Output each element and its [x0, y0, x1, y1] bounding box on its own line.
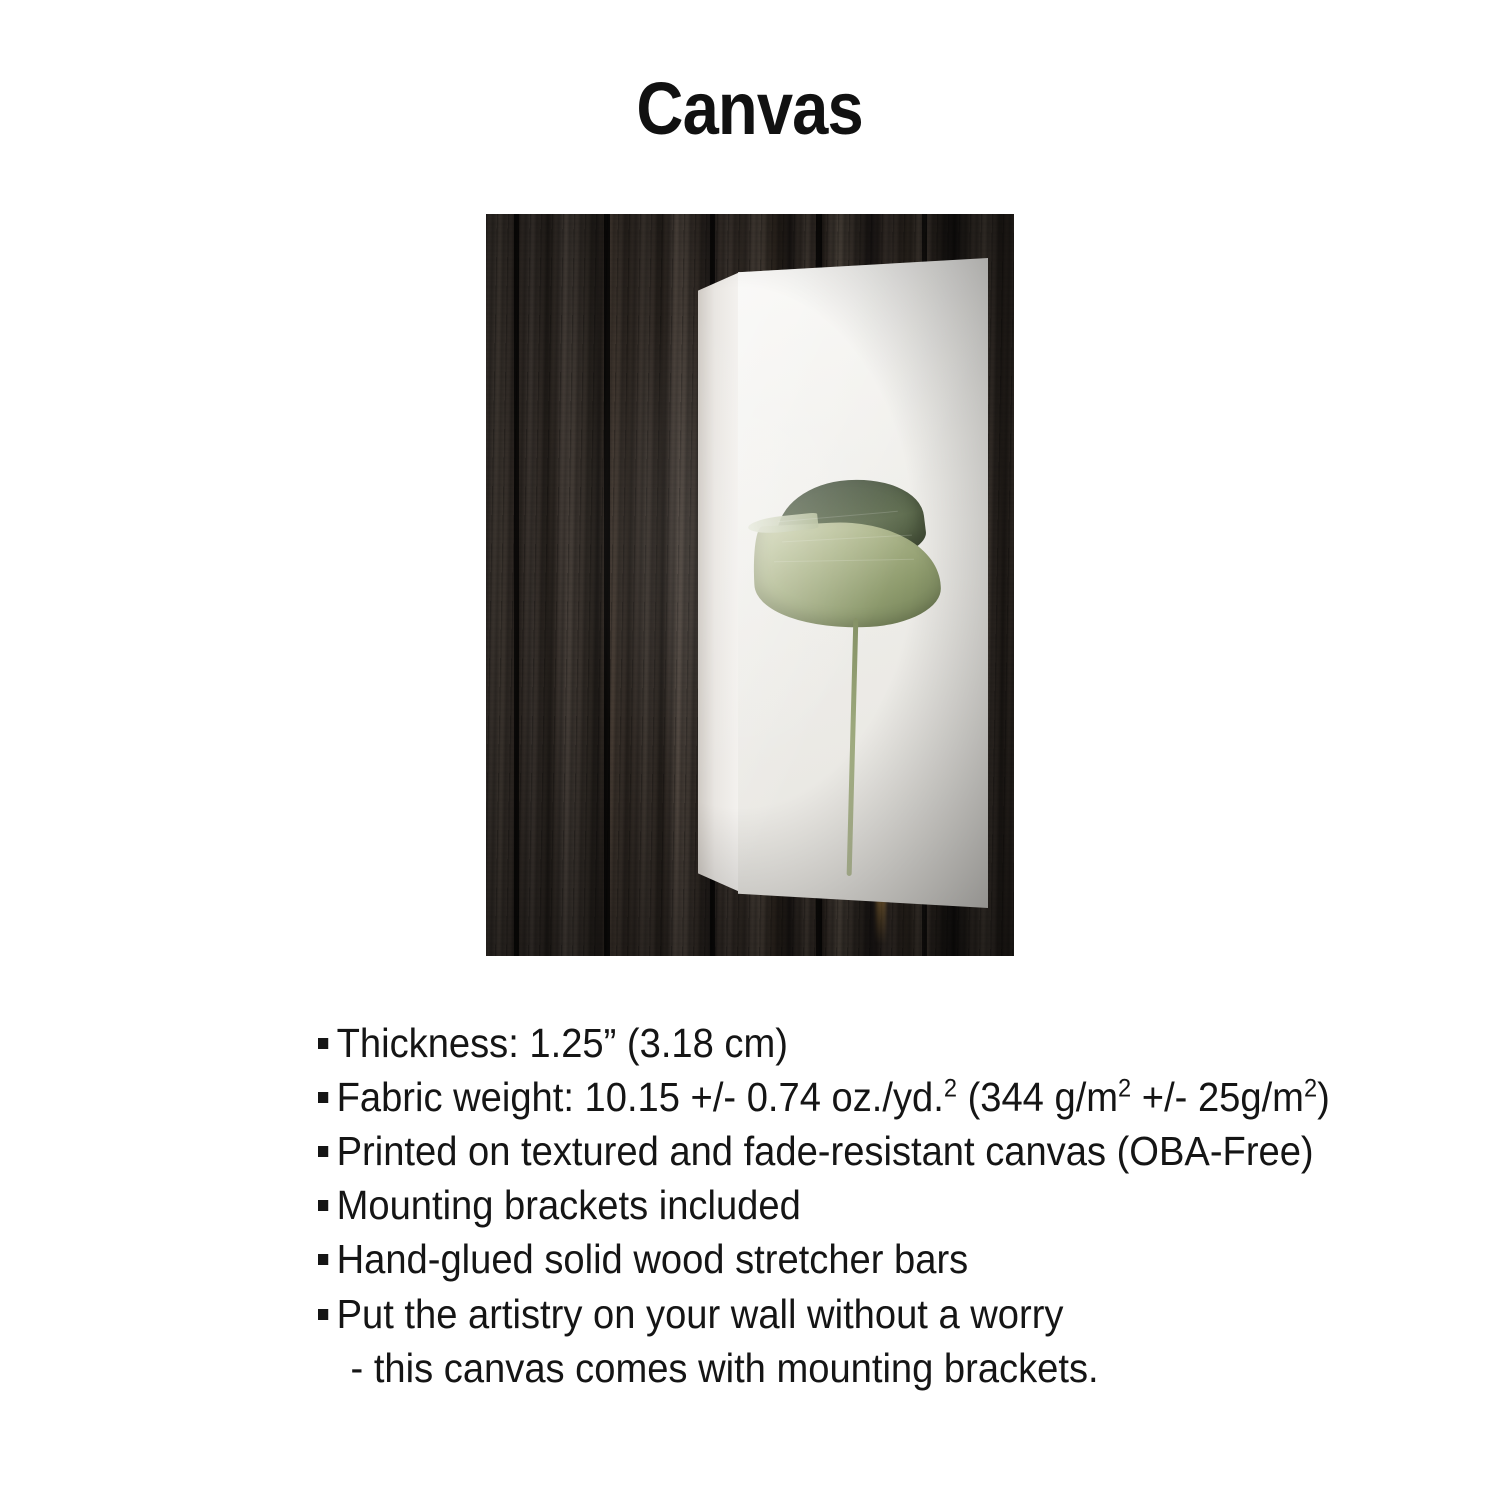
- bullet-icon: [318, 1146, 328, 1157]
- spec-text: Fabric weight: 10.15 +/- 0.74 oz./yd.$^2$ (344 $g/m^2$ +/- $25g/m^2$): [336, 1074, 1330, 1121]
- list-item: [318, 1016, 1417, 1070]
- list-item: [318, 1287, 1417, 1341]
- bullet-icon: [318, 1254, 328, 1265]
- spec-text: Mounting brackets included: [336, 1182, 801, 1229]
- bullet-icon: [318, 1092, 328, 1103]
- bullet-icon: [318, 1038, 328, 1049]
- bullet-icon: [318, 1309, 328, 1320]
- spec-text: Put the artistry on your wall without a worry: [336, 1290, 1064, 1337]
- spec-list: [0, 1016, 1500, 1395]
- list-item: [318, 1232, 1417, 1286]
- list-item: [318, 1178, 1417, 1232]
- product-image: [486, 214, 1014, 956]
- page-title: Canvas: [636, 67, 864, 150]
- list-item: [318, 1124, 1417, 1178]
- image-vignette: [486, 214, 1014, 956]
- spec-text: Printed on textured and fade-resistant canvas (OBA-Free): [336, 1128, 1314, 1175]
- spec-text: Hand-glued solid wood stretcher bars: [336, 1236, 969, 1283]
- bullet-icon: [318, 1200, 328, 1211]
- spec-text: Thickness: 1.25” (3.18 cm): [336, 1020, 788, 1066]
- list-item: [318, 1070, 1417, 1124]
- spec-continuation: - this canvas comes with mounting brackets.: [350, 1344, 1099, 1391]
